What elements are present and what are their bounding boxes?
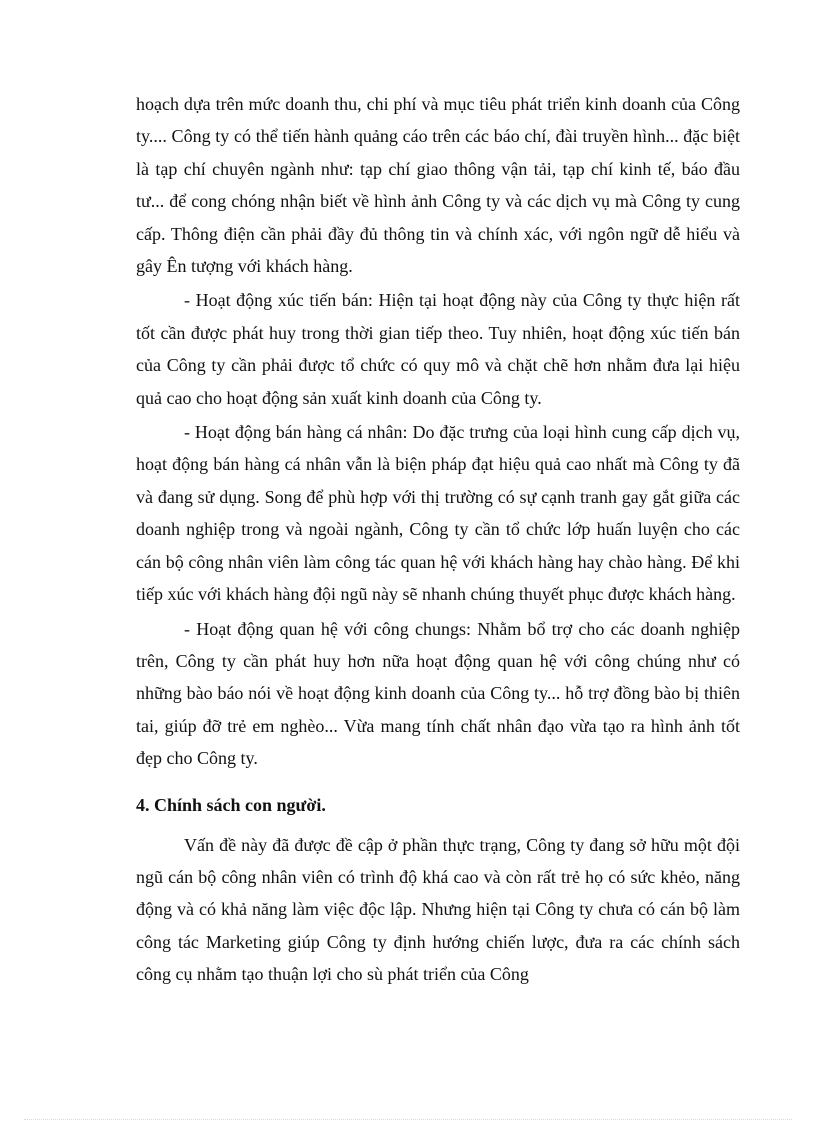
document-page bbox=[136, 88, 740, 993]
paragraph-public-relations: - Hoạt động quan hệ với công chungs: Nhằm bổ trợ cho các doanh nghiệp trên, Công ty cần phát huy hơn nữa hoạt động quan hệ với công chúng như có những bào báo nói về hoạt động kinh doanh của Công ty... hỗ trợ đồng bào bị thiên tai, giúp đỡ trẻ em nghèo... Vừa mang tính chất nhân đạo vừa tạo ra hình ảnh tốt đẹp cho Công ty. bbox=[136, 618, 740, 769]
page-bottom-divider bbox=[24, 1119, 792, 1120]
paragraph-sales-promotion: - Hoạt động xúc tiến bán: Hiện tại hoạt động này của Công ty thực hiện rất tốt cần được phát huy trong thời gian tiếp theo. Tuy nhiên, hoạt động xúc tiến bán của Công ty cần phải được tổ chức có quy mô và chặt chẽ hơn nhằm đưa lại hiệu quả cao cho hoạt động sản xuất kinh doanh của Công ty. bbox=[136, 290, 740, 408]
section-heading: 4. Chính sách con người. bbox=[136, 794, 326, 815]
paragraph-personal-selling: - Hoạt động bán hàng cá nhân: Do đặc trưng của loại hình cung cấp dịch vụ, hoạt động bán hàng cá nhân vẫn là biện pháp đạt hiệu quả cao nhất mà Công ty đã và đang sử dụng. Song để phù hợp với thị trường có sự cạnh tranh gay gắt giữa các doanh nghiệp trong và ngoài ngành, Công ty cần tổ chức lớp huấn luyện cho các cán bộ công nhân viên làm công tác quan hệ với khách hàng hay chào hàng. Để khi tiếp xúc với khách hàng đội ngũ này sẽ nhanh chúng thuyết phục được khách hàng. bbox=[136, 422, 740, 605]
paragraph-advertising: hoạch dựa trên mức doanh thu, chi phí và mục tiêu phát triển kinh doanh của Công ty.... Công ty có thể tiến hành quảng cáo trên các báo chí, đài truyền hình... đặc biệt là tạp chí chuyên ngành như: tạp chí giao thông vận tải, tạp chí kinh tế, báo đầu tư... để cong chóng nhận biết về hình ảnh Công ty và các dịch vụ mà Công ty cung cấp. Thông điện cần phải đầy đủ thông tin và chính xác, với ngôn ngữ dễ hiểu và gây Ên tượng với khách hàng. bbox=[136, 94, 740, 277]
paragraph-human-policy: Vấn đề này đã được đề cập ở phần thực trạng, Công ty đang sở hữu một đội ngũ cán bộ công nhân viên có trình độ khá cao và còn rất trẻ họ có sức khẻo, năng động và có khả năng làm việc độc lập. Nhưng hiện tại Công ty chưa có cán bộ làm công tác Marketing giúp Công ty định hướng chiến lược, đưa ra các chính sách công cụ nhằm tạo thuận lợi cho sù phát triển của Công bbox=[136, 834, 740, 985]
